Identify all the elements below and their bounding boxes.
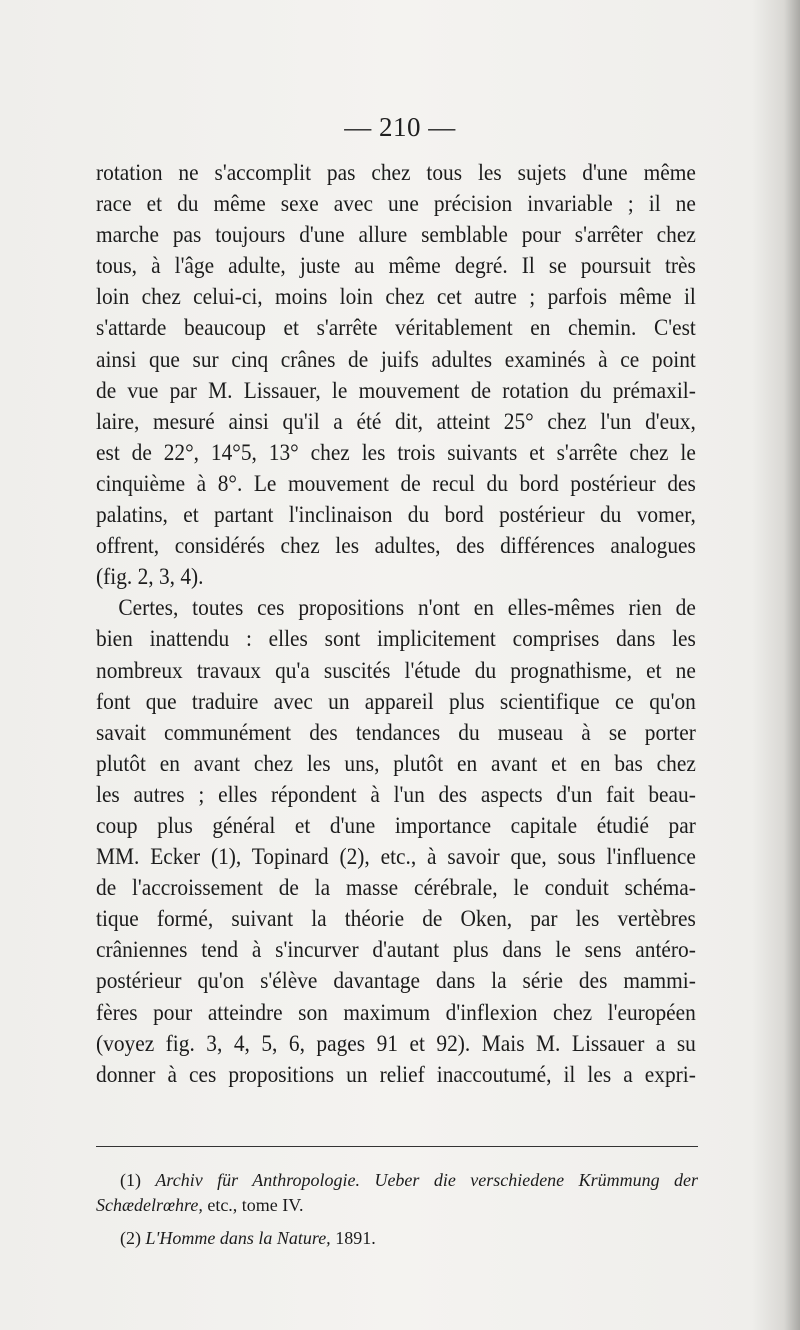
page-number: — 210 —: [344, 112, 456, 142]
footnote-1: [96, 1168, 698, 1193]
body-text: [96, 157, 696, 1090]
footnote-marker: (1): [120, 1170, 141, 1190]
body-line: savait communément des tendances du museau à se porter: [96, 719, 696, 745]
footnote-text: 1891.: [330, 1228, 376, 1248]
body-line: font que traduire avec un appareil plus scientifique ce qu'on: [96, 688, 696, 714]
body-line: tous, à l'âge adulte, juste au même degré. Il se poursuit très: [96, 253, 696, 279]
body-line: Certes, toutes ces propositions n'ont en elles-mêmes rien de: [118, 595, 696, 621]
footnotes: [96, 1168, 698, 1251]
body-line: palatins, et partant l'inclinaison du bord postérieur du vomer,: [96, 502, 696, 528]
body-line: loin chez celui-ci, moins loin chez cet autre ; parfois même il: [96, 284, 696, 310]
body-line: donner à ces propositions un relief inaccoutumé, il les a expri-: [96, 1061, 696, 1087]
footnote-rule: [96, 1146, 698, 1147]
body-line: coup plus général et d'une importance capitale étudié par: [96, 812, 696, 838]
body-line: crâniennes tend à s'incurver d'autant plus dans le sens antéro-: [96, 937, 696, 963]
body-line: (fig. 2, 3, 4).: [96, 564, 204, 590]
body-line: rotation ne s'accomplit pas chez tous les sujets d'une même: [96, 160, 696, 185]
footnote-text: etc., tome IV.: [202, 1195, 304, 1215]
body-line: nombreux travaux qu'a suscités l'étude du prognathisme, et ne: [96, 657, 696, 683]
body-line: ainsi que sur cinq crânes de juifs adultes examinés à ce point: [96, 346, 696, 372]
body-line: MM. Ecker (1), Topinard (2), etc., à savoir que, sous l'influence: [96, 844, 696, 870]
body-line: postérieur qu'on s'élève davantage dans la série des mammi-: [96, 968, 696, 994]
body-line: s'attarde beaucoup et s'arrête véritablement en chemin. C'est: [96, 315, 696, 341]
footnote-title: Schædelrœhre,: [96, 1195, 203, 1215]
footnote-title: L'Homme dans la Nature,: [145, 1228, 331, 1248]
body-line: (voyez fig. 3, 4, 5, 6, pages 91 et 92). Mais M. Lissauer a su: [96, 1030, 696, 1056]
footnote-marker: (2): [120, 1228, 141, 1248]
body-line: marche pas toujours d'une allure semblable pour s'arrêter chez: [96, 222, 696, 248]
body-line: les autres ; elles répondent à l'un des aspects d'un fait beau-: [96, 781, 696, 807]
body-line: plutôt en avant chez les uns, plutôt en avant et en bas chez: [96, 750, 696, 776]
body-line: de vue par M. Lissauer, le mouvement de rotation du prémaxil-: [96, 377, 696, 403]
body-line: de l'accroissement de la masse cérébrale, le conduit schéma-: [96, 875, 696, 901]
body-line: cinquième à 8°. Le mouvement de recul du bord postérieur des: [96, 470, 696, 496]
footnote-2: [96, 1226, 698, 1251]
footnote-1-continued: [96, 1193, 698, 1218]
body-line: bien inattendu : elles sont implicitement comprises dans les: [96, 626, 696, 652]
body-line: race et du même sexe avec une précision invariable ; il ne: [96, 191, 696, 217]
footnote-title: Archiv für Anthropologie. Ueber die verschiedene Krümmung der: [155, 1170, 698, 1190]
body-line: est de 22°, 14°5, 13° chez les trois suivants et s'arrête chez le: [96, 439, 696, 465]
body-line: laire, mesuré ainsi qu'il a été dit, atteint 25° chez l'un d'eux,: [96, 408, 696, 434]
body-line: tique formé, suivant la théorie de Oken, par les vertèbres: [96, 906, 696, 932]
body-line: offrent, considérés chez les adultes, des différences analogues: [96, 533, 696, 559]
body-line: fères pour atteindre son maximum d'inflexion chez l'européen: [96, 999, 696, 1025]
